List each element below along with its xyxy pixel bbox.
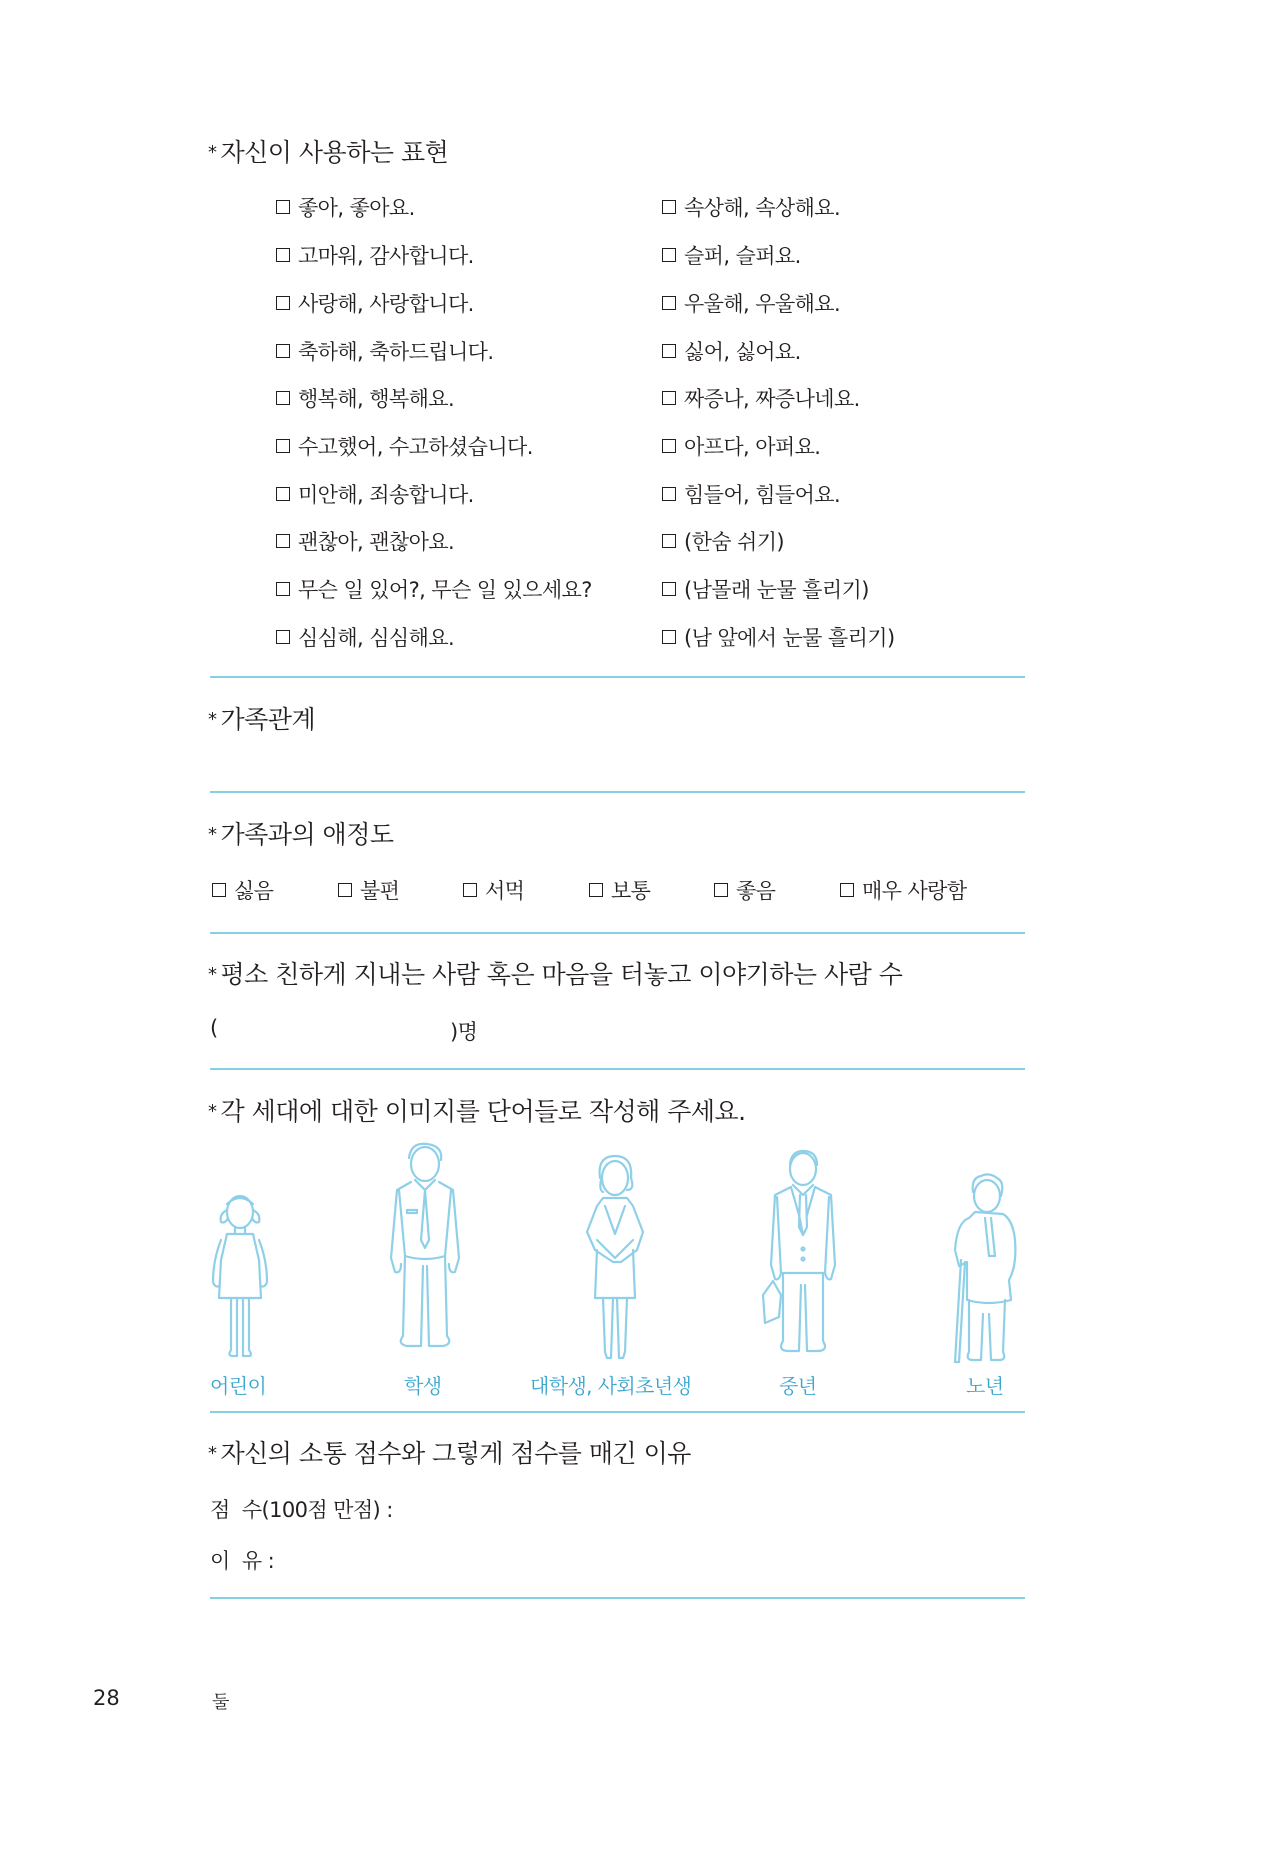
- bullet-star: *: [208, 142, 217, 163]
- young-woman-suit-icon: [575, 1150, 655, 1370]
- checkbox-item[interactable]: 무슨 일 있어?, 무슨 일 있으세요?: [276, 574, 592, 604]
- figure-label-student: 학생: [404, 1374, 442, 1398]
- section-title-affection: * 가족과의 애정도: [208, 820, 394, 849]
- checkbox-item[interactable]: 고마워, 감사합니다.: [276, 240, 474, 270]
- figure-label-young-adult: 대학생, 사회초년생: [530, 1374, 692, 1398]
- score-label: 점 수(100점 만점) :: [210, 1498, 393, 1522]
- checkbox[interactable]: [276, 630, 290, 644]
- checkbox[interactable]: [463, 883, 477, 897]
- checkbox[interactable]: [589, 883, 603, 897]
- checkbox-item[interactable]: 짜증나, 짜증나네요.: [662, 383, 860, 413]
- checkbox-item[interactable]: 속상해, 속상해요.: [662, 192, 840, 222]
- bullet-star: *: [208, 964, 217, 985]
- checkbox-item[interactable]: 아프다, 아퍼요.: [662, 431, 820, 461]
- figure-label-child: 어린이: [210, 1374, 267, 1398]
- checkbox-item[interactable]: 사랑해, 사랑합니다.: [276, 288, 474, 318]
- checkbox[interactable]: [276, 200, 290, 214]
- bullet-star: *: [208, 1443, 217, 1464]
- student-boy-icon: [385, 1140, 465, 1370]
- checkbox[interactable]: [276, 296, 290, 310]
- affection-option[interactable]: 서먹: [463, 875, 524, 905]
- section-divider: [210, 1597, 1025, 1599]
- people-count-input[interactable]: [222, 1012, 447, 1042]
- figure-label-middle-aged: 중년: [779, 1374, 817, 1398]
- checkbox-item[interactable]: 힘들어, 힘들어요.: [662, 479, 840, 509]
- chapter-label: 둘: [212, 1692, 230, 1713]
- open-paren: (: [210, 1016, 218, 1040]
- bullet-star: *: [208, 709, 217, 730]
- checkbox[interactable]: [662, 630, 676, 644]
- checkbox-item[interactable]: 심심해, 심심해요.: [276, 622, 454, 652]
- checkbox-item[interactable]: 행복해, 행복해요.: [276, 383, 454, 413]
- checkbox[interactable]: [212, 883, 226, 897]
- checkbox[interactable]: [276, 582, 290, 596]
- affection-option[interactable]: 매우 사랑함: [840, 875, 967, 905]
- checkbox[interactable]: [276, 487, 290, 501]
- checkbox[interactable]: [840, 883, 854, 897]
- score-input[interactable]: [420, 1490, 1020, 1520]
- checkbox[interactable]: [662, 534, 676, 548]
- checkbox-item[interactable]: (한숨 쉬기): [662, 526, 784, 556]
- section-divider: [210, 676, 1025, 678]
- checkbox[interactable]: [276, 248, 290, 262]
- checkbox-item[interactable]: 우울해, 우울해요.: [662, 288, 840, 318]
- checkbox-item[interactable]: 싫어, 싫어요.: [662, 336, 801, 366]
- affection-option[interactable]: 좋음: [714, 875, 775, 905]
- reason-input[interactable]: [280, 1540, 1020, 1570]
- section-divider: [210, 1068, 1025, 1070]
- section-title-communication: * 자신의 소통 점수와 그렇게 점수를 매긴 이유: [208, 1439, 691, 1468]
- bullet-star: *: [208, 824, 217, 845]
- middle-aged-man-suit-icon: [755, 1145, 845, 1370]
- affection-option[interactable]: 불편: [338, 875, 399, 905]
- checkbox[interactable]: [662, 248, 676, 262]
- section-title-expressions: * 자신이 사용하는 표현: [208, 138, 449, 167]
- checkbox[interactable]: [338, 883, 352, 897]
- bullet-star: *: [208, 1101, 217, 1122]
- section-divider: [210, 791, 1025, 793]
- checkbox[interactable]: [662, 439, 676, 453]
- figure-label-elderly: 노년: [966, 1374, 1004, 1398]
- family-answer-area[interactable]: [210, 740, 1025, 790]
- checkbox[interactable]: [276, 439, 290, 453]
- checkbox-item[interactable]: 슬퍼, 슬퍼요.: [662, 240, 801, 270]
- elderly-with-cane-icon: [945, 1170, 1025, 1370]
- checkbox[interactable]: [714, 883, 728, 897]
- checkbox[interactable]: [662, 582, 676, 596]
- page-number: 28: [93, 1686, 120, 1710]
- checkbox-item[interactable]: (남 앞에서 눈물 흘리기): [662, 622, 895, 652]
- reason-label: 이 유 :: [210, 1549, 275, 1573]
- checkbox[interactable]: [662, 344, 676, 358]
- checkbox[interactable]: [276, 391, 290, 405]
- checkbox-item[interactable]: 수고했어, 수고하셨습니다.: [276, 431, 533, 461]
- affection-option[interactable]: 싫음: [212, 875, 273, 905]
- checkbox[interactable]: [276, 344, 290, 358]
- checkbox[interactable]: [662, 200, 676, 214]
- checkbox[interactable]: [276, 534, 290, 548]
- section-title-generations: * 각 세대에 대한 이미지를 단어들로 작성해 주세요.: [208, 1097, 746, 1126]
- child-girl-icon: [205, 1190, 275, 1370]
- people-unit: )명: [450, 1020, 478, 1044]
- checkbox-item[interactable]: (남몰래 눈물 흘리기): [662, 574, 869, 604]
- checkbox[interactable]: [662, 296, 676, 310]
- affection-option[interactable]: 보통: [589, 875, 650, 905]
- checkbox[interactable]: [662, 391, 676, 405]
- checkbox[interactable]: [662, 487, 676, 501]
- section-title-close-people: * 평소 친하게 지내는 사람 혹은 마음을 터놓고 이야기하는 사람 수: [208, 960, 903, 989]
- section-title-family: * 가족관계: [208, 705, 316, 734]
- checkbox-item[interactable]: 축하해, 축하드립니다.: [276, 336, 493, 366]
- checkbox-item[interactable]: 괜찮아, 괜찮아요.: [276, 526, 454, 556]
- checkbox-item[interactable]: 미안해, 죄송합니다.: [276, 479, 474, 509]
- checkbox-item[interactable]: 좋아, 좋아요.: [276, 192, 415, 222]
- section-divider: [210, 932, 1025, 934]
- section-divider: [210, 1411, 1025, 1413]
